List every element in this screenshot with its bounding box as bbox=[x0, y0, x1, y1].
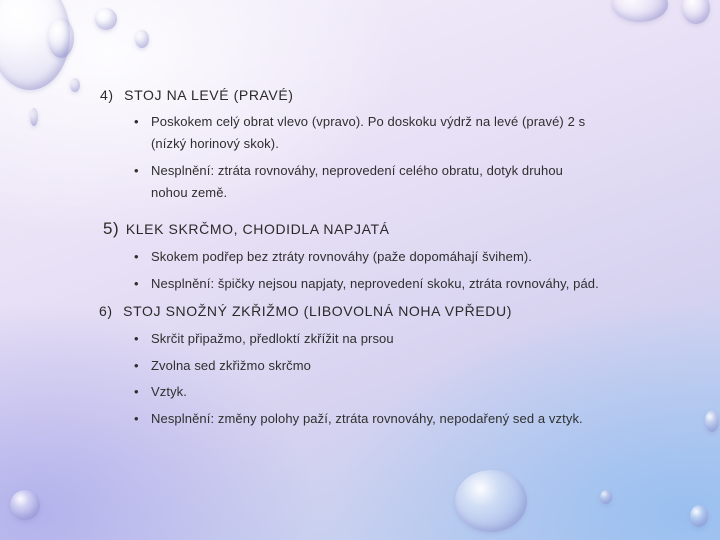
list-item bbox=[134, 411, 583, 426]
list-item-continuation bbox=[151, 136, 279, 151]
list-item-text: Zvolna sed zkřižmo skrčmo bbox=[151, 358, 311, 373]
list-item bbox=[134, 249, 533, 264]
section-heading bbox=[103, 219, 390, 239]
section-title: STOJ NA LEVÉ (PRAVÉ) bbox=[124, 87, 294, 103]
list-item-continuation bbox=[151, 185, 227, 200]
list-item bbox=[134, 331, 394, 346]
list-item bbox=[134, 276, 599, 291]
list-item-text: nohou země. bbox=[151, 185, 228, 200]
bullet-icon: • bbox=[134, 384, 139, 399]
list-item bbox=[134, 163, 563, 178]
bullet-icon: • bbox=[134, 358, 139, 373]
bullet-icon: • bbox=[134, 249, 139, 264]
section-heading bbox=[100, 87, 294, 103]
section-number: 4) bbox=[100, 87, 114, 103]
section-number: 5) bbox=[103, 219, 120, 238]
bullet-icon: • bbox=[134, 276, 139, 291]
section-number: 6) bbox=[99, 303, 113, 319]
bullet-icon: • bbox=[134, 114, 139, 129]
list-item bbox=[134, 384, 187, 399]
list-item-text: Vztyk. bbox=[151, 384, 187, 399]
list-item bbox=[134, 114, 586, 129]
list-item-text: Nesplnění: změny polohy paží, ztráta rovnováhy, nepodařený sed a vztyk. bbox=[151, 411, 583, 426]
list-item bbox=[134, 358, 311, 373]
list-item-text: Poskokem celý obrat vlevo (vpravo). Po doskoku výdrž na levé (pravé) 2 s bbox=[151, 114, 586, 129]
list-item-text: (nízký horinový skok). bbox=[151, 136, 279, 151]
list-item-text: Skrčit připažmo, předloktí zkřížit na prsou bbox=[151, 331, 394, 346]
section-heading bbox=[99, 303, 512, 319]
section-title: STOJ SNOŽNÝ ZKŘIŽMO (LIBOVOLNÁ NOHA VPŘEDU) bbox=[123, 303, 512, 319]
section-title: KLEK SKRČMO, CHODIDLA NAPJATÁ bbox=[125, 221, 390, 237]
list-item-text: Nesplnění: ztráta rovnováhy, neprovedení celého obratu, dotyk druhou bbox=[151, 163, 563, 178]
list-item-text: Nesplnění: špičky nejsou napjaty, neprovedení skoku, ztráta rovnováhy, pád. bbox=[151, 276, 599, 291]
bullet-icon: • bbox=[134, 163, 139, 178]
bullet-icon: • bbox=[134, 411, 139, 426]
bullet-icon: • bbox=[134, 331, 139, 346]
list-item-text: Skokem podřep bez ztráty rovnováhy (paže dopomáhají švihem). bbox=[151, 249, 533, 264]
